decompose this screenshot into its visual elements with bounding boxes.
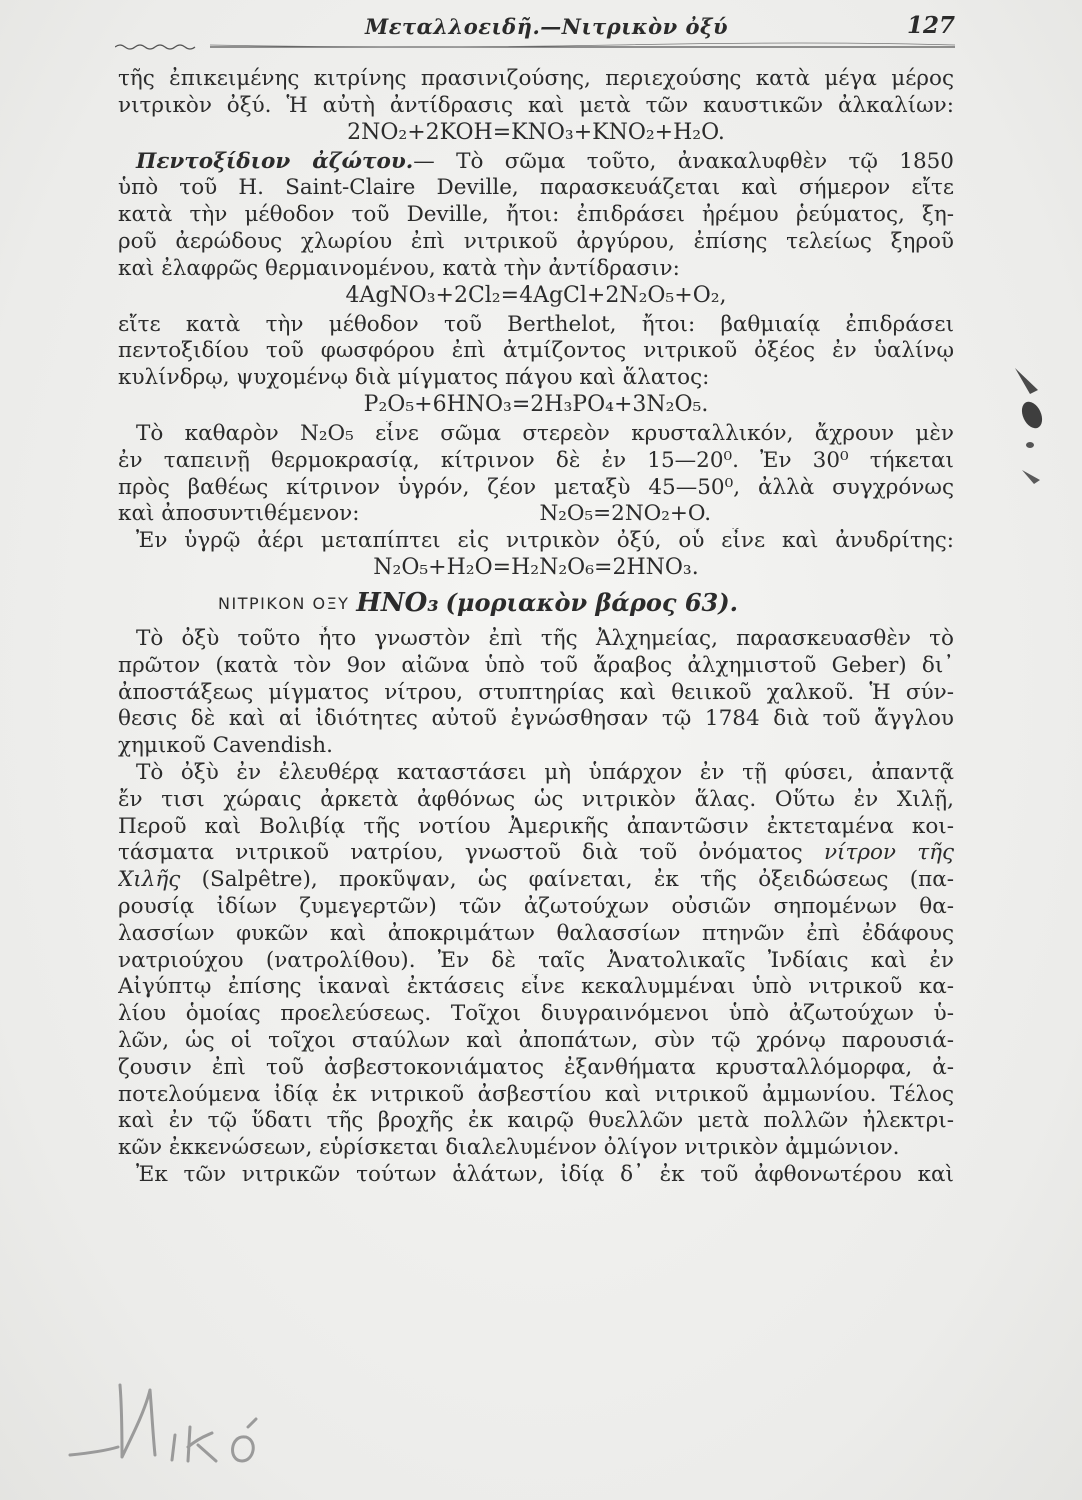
formula-koh: 2NO₂+2KOH=KNO₃+KNO₂+H₂O. [347,119,725,145]
text-line: ζουσιν ἐπὶ τοῦ ἀσβεστοκονιάματος ἐξανθήματα κρυσταλλόμορφα, ἀ- [118,1054,954,1080]
text-line: ἔν τισι χώραις ἀρκετὰ ἀφθόνως ὡς νιτρικὸν ἅλας. Οὕτω ἐν Χιλῇ, [118,786,954,812]
formula-agno3: 4AgNO₃+2Cl₂=4AgCl+2N₂O₅+O₂, [345,282,727,308]
handwritten-signature [50,1375,310,1475]
text-line: πρῶτον (κατὰ τὸν 9ον αἰῶνα ὑπὸ τοῦ ἄραβος ἀλχημιστοῦ Geber) δι᾽ [118,652,954,678]
text-line: καὶ ἐν τῷ ὕδατι τῆς βροχῆς ἐκ καιρῷ θυελλῶν μετὰ πολλῶν ἠλεκτρι- [118,1108,954,1134]
header-title: Μεταλλοειδῆ.—Νιτρικὸν ὀξύ [365,14,729,39]
text-line: κυλίνδρῳ, ψυχομένῳ διὰ μίγματος πάγου καὶ ἅλατος: [118,365,710,391]
text-line: Τὸ ὀξὺ τοῦτο ἦτο γνωστὸν ἐπὶ τῆς Ἀλχημείας, παρασκευασθὲν τὸ [136,625,954,651]
text-line: κατὰ τὴν μέθοδον τοῦ Deville, ἤτοι: ἐπιδράσει ἠρέμου ῥεύματος, ξη- [118,202,954,228]
text-line: Ἐν ὑγρῷ ἀέρι μεταπίπτει εἰς νιτρικὸν ὀξύ, οὗ εἶνε καὶ ἀνυδρίτης: [136,528,954,554]
page-number: 127 [906,12,955,39]
running-header [115,12,955,52]
heading-pentoxide: Πεντοξίδιον ἀζώτου. [136,148,414,174]
text-line: εἴτε κατὰ τὴν μέθοδον τοῦ Berthelot, ἤτοι: βαθμιαίᾳ ἐπιδράσει [118,311,954,337]
signature-text: Νικό [50,1375,53,1376]
text-line: χημικοῦ Cavendish. [118,733,333,759]
text-line: ἀποστάξεως μίγματος νίτρου, στυπτηρίας καὶ θειικοῦ χαλκοῦ. Ἡ σύν- [118,679,954,705]
text-line: καὶ ἐλαφρῶς θερμαινομένου, κατὰ τὴν ἀντίδρασιν: [118,255,680,281]
formula-p2o5: P₂O₅+6HNO₃=2H₃PO₄+3N₂O₅. [363,391,709,417]
text-line: πεντοξιδίου τοῦ φωσφόρου ἐπὶ ἀτμίζοντος νιτρικοῦ ὀξέος ἐν ὑαλίνῳ [118,338,954,364]
text-line: τῆς ἐπικειμένης κιτρίνης πρασινιζούσης, περιεχούσης κατὰ μέγα μέρος [118,66,954,91]
text-line: Πεντοξίδιον ἀζώτου.— Τὸ σῶμα τοῦτο, ἀνακαλυφθὲν τῷ 1850 [136,148,954,174]
section-title-molar-weight: (μοριακὸν βάρος 63). [445,587,738,617]
text-line: νατριούχου (νατρολίθου). Ἐν δὲ ταῖς Ἀνατολικαῖς Ἰνδίαις καὶ ἐν [118,947,954,973]
text-line: πρὸς βαθέως κίτρινον ὑγρόν, ζέον μεταξὺ 45—50⁰, ἀλλὰ συγχρόνως [118,474,954,500]
text-line: Χιλῆς (Salpêtre), προκῦψαν, ὡς φαίνεται, ἐκ τῆς ὀξειδώσεως (πα- [118,867,954,893]
text-line: Περοῦ καὶ Βολιβίᾳ τῆς νοτίου Ἀμερικῆς ἀπαντῶσιν ἐκτεταμένα κοι- [118,813,954,839]
text-line: νιτρικὸν ὀξύ. Ἡ αὐτὴ ἀντίδρασις καὶ μετὰ τῶν καυστικῶν ἀλκαλίων: [118,92,954,118]
text-line: καὶ ἀποσυντιθέμενον: N₂O₅=2NO₂+O. [118,501,712,527]
formula-n2o5-decomp: N₂O₅=2NO₂+O. [539,501,712,527]
formula-hydration: N₂O₅+H₂O=H₂N₂O₆=2HNO₃. [373,554,699,580]
text-line: ροῦ ἀερώδους χλωρίου ἐπὶ νιτρικοῦ ἀργύρου, ἐπίσης τελείως ξηροῦ [118,228,954,254]
section-title-formula: HNO₃ [356,587,439,618]
text-line: ὑπὸ τοῦ H. Saint-Claire Deville, παρασκευάζεται καὶ σήμερον εἴτε [118,175,954,201]
text-line: θεσις δὲ καὶ αἱ ἰδιότητες αὐτοῦ ἐγνώσθησαν τῷ 1784 διὰ τοῦ ἄγγλου [118,706,954,732]
text-line: ρουσίᾳ ἰδίων ζυμεγερτῶν) τῶν ἀζωτούχων οὐσιῶν σηπομένων θα- [118,893,954,919]
text-line: Τὸ καθαρὸν N₂O₅ εἶνε σῶμα στερεὸν κρυσταλλικόν, ἄχρουν μὲν [136,420,954,446]
section-title-caps: ΝΙΤΡΙΚΟΝ ΟΞΥ [218,593,350,613]
header-rule [115,42,955,50]
text-line: Τὸ ὀξὺ ἐν ἐλευθέρᾳ καταστάσει μὴ ὑπάρχον ἐν τῇ φύσει, ἀπαντᾷ [136,759,954,785]
body-text [118,66,954,1189]
text-line: λῶν, ὡς οἱ τοῖχοι σταύλων καὶ ἀποπάτων, σὺν τῷ χρόνῳ παρουσιά- [118,1027,954,1053]
text-line: λίου ὁμοίας προελεύσεως. Τοῖχοι διυγραινόμενοι ὑπὸ ἀζωτούχων ὑ- [118,1001,954,1027]
text-line: κῶν ἐκκενώσεων, εὑρίσκεται διαλελυμένον ὀλίγον νιτρικὸν ἀμμώνιον. [118,1135,900,1161]
text-line: ποτελούμενα ἰδίᾳ ἐκ νιτρικοῦ ἀσβεστίου καὶ νιτρικοῦ ἀμμωνίου. Τέλος [118,1081,954,1107]
ink-blots [1000,360,1082,510]
text-line: τάσματα νιτρικοῦ νατρίου, γνωστοῦ διὰ τοῦ ὀνόματος νίτρον τῆς [118,840,954,866]
section-title-nitric-acid [118,587,954,626]
text-line: Αἰγύπτῳ ἐπίσης ἱκαναὶ ἐκτάσεις εἶνε κεκαλυμμέναι ὑπὸ νιτρικοῦ κα- [118,974,954,1000]
text-line: Ἐκ τῶν νιτρικῶν τούτων ἁλάτων, ἰδίᾳ δ᾽ ἐκ τοῦ ἀφθονωτέρου καὶ [136,1161,954,1187]
text-line: λασσίων φυκῶν καὶ ἀποκριμάτων θαλασσίων πτηνῶν ἐπὶ ἐδάφους [118,920,954,946]
text-line: ἐν ταπεινῇ θερμοκρασίᾳ, κίτρινον δὲ ἐν 15—20⁰. Ἐν 30⁰ τήκεται [118,447,954,473]
